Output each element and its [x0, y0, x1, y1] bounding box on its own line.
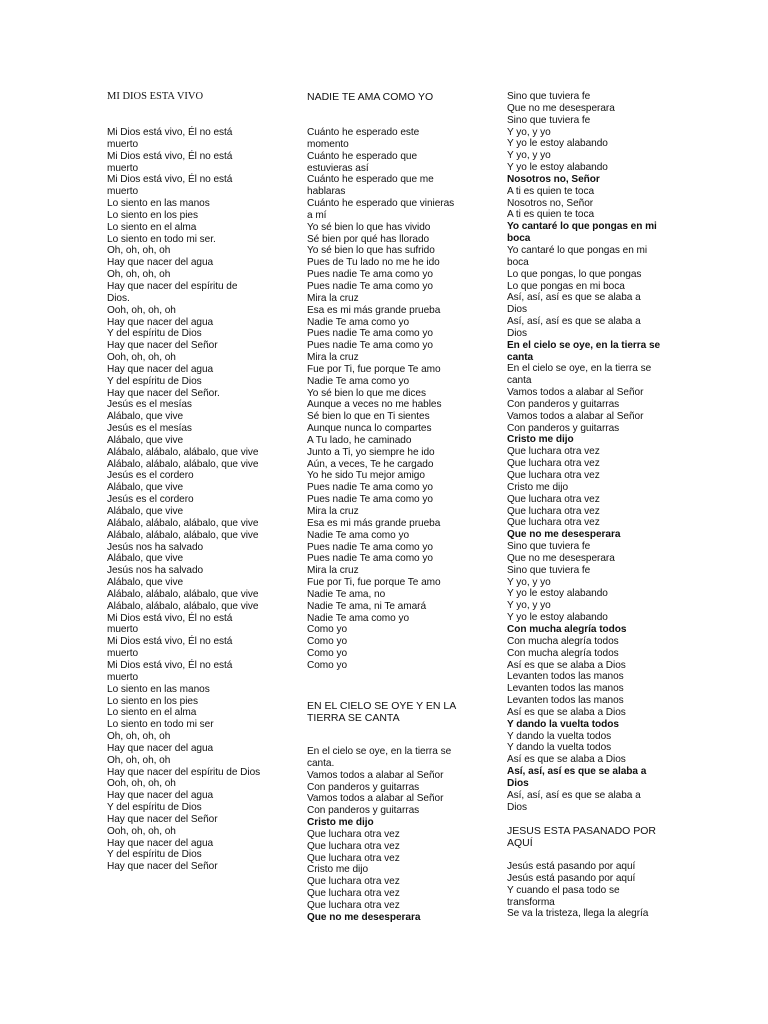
lyric-line: Jesús es el cordero	[107, 470, 194, 482]
lyric-line: Alábalo, alábalo, alábalo, que vive	[107, 446, 259, 458]
lyric-line: Mi Dios está vivo, Él no está	[107, 174, 233, 186]
lyric-line: Pues nadie Te ama como yo	[307, 269, 433, 281]
lyric-line: Y yo, y yo	[507, 600, 551, 612]
lyric-line: Cuánto he esperado este	[307, 127, 420, 138]
lyric-line: Y dando la vuelta todos	[507, 718, 619, 730]
lyric-line: Yo sé bien lo que has vivido	[307, 221, 431, 233]
lyric-line: Y del espíritu de Dios	[107, 328, 202, 340]
lyric-line: Que luchara otra vez	[507, 470, 600, 481]
lyric-line: Ooh, oh, oh, oh	[107, 304, 176, 316]
lyric-line: Cuánto he esperado que me	[307, 174, 434, 186]
lyric-line: Y dando la vuelta todos	[507, 730, 612, 742]
lyric-line: Cuánto he esperado que	[307, 150, 418, 162]
lyric-line: Nadie Te ama como yo	[307, 375, 410, 387]
lyric-line: Así, así, así es que se alaba a	[507, 292, 641, 304]
lyric-line: Dios	[507, 304, 527, 316]
lyric-line: A ti es quien te toca	[507, 185, 595, 197]
lyric-line: Así, así, así es que se alaba a	[507, 789, 641, 801]
lyric-line: canta.	[307, 757, 335, 769]
lyric-line: Como yo	[307, 659, 348, 671]
lyric-line: Jesús es el cordero	[107, 494, 194, 506]
lyric-line: Así, así, así es que se alaba a	[507, 766, 647, 778]
lyric-line: Alábalo, que vive	[107, 553, 184, 565]
lyric-line: Alábalo, alábalo, alábalo, que vive	[107, 517, 259, 529]
lyric-line: Pues nadie Te ama como yo	[307, 340, 433, 352]
lyric-line: Y yo, y yo	[507, 150, 551, 162]
song-title-jesus-esta-pasanado-line1: JESUS ESTA PASANADO POR	[507, 825, 656, 837]
lyric-line: Cuánto he esperado que vinieras	[307, 198, 455, 210]
lyric-line: Vamos todos a alabar al Señor	[507, 410, 644, 422]
lyrics-block	[107, 127, 307, 873]
lyric-line: Hay que nacer del espíritu de	[107, 280, 238, 292]
lyric-line: Y yo le estoy alabando	[507, 588, 608, 600]
lyric-line: Lo que pongas en mi boca	[507, 280, 625, 292]
lyric-line: muerto	[107, 624, 139, 636]
lyric-line: Cristo me dijo	[307, 817, 374, 829]
lyric-line: Pues nadie Te ama como yo	[307, 328, 433, 340]
lyric-line: Lo siento en las manos	[107, 683, 210, 695]
lyric-line: boca	[507, 233, 531, 245]
lyric-line: Con panderos y guitarras	[507, 422, 620, 434]
lyric-line: Que luchara otra vez	[507, 493, 600, 505]
lyric-line: Y del espíritu de Dios	[107, 375, 202, 387]
lyric-line: Lo siento en los pies	[107, 209, 198, 221]
lyric-line: Alábalo, que vive	[107, 506, 184, 517]
lyric-line: Y yo le estoy alabando	[507, 612, 608, 624]
lyric-line: Fue por Ti, fue porque Te amo	[307, 577, 441, 589]
lyric-line: Sino que tuviera fe	[507, 564, 591, 576]
lyric-line: Lo siento en los pies	[107, 695, 198, 707]
lyric-line: Pues nadie Te ama como yo	[307, 541, 433, 553]
lyric-line: Hay que nacer del agua	[107, 837, 214, 849]
lyric-line: Sino que tuviera fe	[507, 91, 591, 102]
lyric-line: Yo sé bien lo que has sufrido	[307, 245, 435, 257]
lyric-line: Cristo me dijo	[507, 481, 569, 493]
lyric-line: Que luchara otra vez	[507, 446, 600, 458]
lyric-line: Vamos todos a alabar al Señor	[507, 387, 644, 399]
lyric-line: Y yo le estoy alabando	[507, 162, 608, 174]
lyric-line: Mi Dios está vivo, Él no está	[107, 636, 233, 648]
lyric-line: Alábalo, alábalo, alábalo, que vive	[107, 600, 259, 612]
lyric-line: En el cielo se oye, en la tierra se	[507, 339, 661, 351]
song-title-en-el-cielo-line1: EN EL CIELO SE OYE Y EN LA	[307, 700, 457, 712]
lyric-line: Esa es mi más grande prueba	[307, 517, 441, 529]
lyric-line: Así es que se alaba a Dios	[507, 659, 626, 671]
lyric-line: canta	[507, 351, 534, 363]
lyric-line: estuvieras así	[307, 162, 369, 174]
lyric-line: Nosotros no, Señor	[507, 197, 594, 209]
lyric-line: Y cuando el pasa todo se	[507, 884, 620, 896]
lyric-line: Hay que nacer del espíritu de Dios	[107, 766, 261, 778]
lyric-line: Que luchara otra vez	[307, 828, 400, 840]
lyric-line: Hay que nacer del Señor	[107, 340, 218, 352]
lyric-line: Y yo le estoy alabando	[507, 138, 608, 150]
lyric-line: boca	[507, 256, 529, 268]
lyric-line: muerto	[107, 138, 139, 150]
lyric-line: Como yo	[307, 624, 348, 636]
lyric-line: Mira la cruz	[307, 506, 359, 517]
lyric-line: Lo siento en todo mi ser.	[107, 233, 216, 245]
lyric-line: Que luchara otra vez	[307, 876, 400, 888]
lyric-line: Que luchara otra vez	[507, 458, 600, 470]
lyric-line: Nosotros no, Señor	[507, 173, 600, 185]
lyric-line: Esa es mi más grande prueba	[307, 304, 441, 316]
lyric-line: Hay que nacer del agua	[107, 363, 214, 375]
lyric-line: Hay que nacer del Señor	[107, 813, 218, 825]
lyric-line: Lo siento en el alma	[107, 221, 197, 233]
lyric-line: Hay que nacer del Señor	[107, 861, 218, 873]
lyric-line: Y del espíritu de Dios	[107, 849, 202, 861]
lyric-line: muerto	[107, 162, 139, 174]
song-title-jesus-esta-pasanado-line2: AQUÍ	[507, 837, 533, 849]
lyric-line: Pues nadie Te ama como yo	[307, 482, 433, 494]
lyric-line: Sino que tuviera fe	[507, 114, 591, 126]
lyric-line: Así es que se alaba a Dios	[507, 754, 626, 766]
lyrics-block	[507, 861, 707, 920]
lyric-line: momento	[307, 138, 349, 150]
lyric-line: Mira la cruz	[307, 352, 359, 364]
lyric-line: Y yo, y yo	[507, 126, 551, 138]
lyric-line: Así, así, así es que se alaba a	[507, 316, 641, 328]
lyric-line: Nadie Te ama, ni Te amará	[307, 600, 427, 612]
lyric-line: Oh, oh, oh, oh	[107, 245, 171, 257]
lyric-line: Que no me desesperara	[507, 529, 621, 541]
lyric-line: Con panderos y guitarras	[307, 781, 420, 793]
lyric-line: Con panderos y guitarras	[307, 805, 420, 817]
lyric-line: Dios	[507, 777, 529, 789]
lyric-line: Aunque a veces no me hables	[307, 399, 442, 411]
lyric-line: canta	[507, 375, 532, 387]
lyric-line: Ooh, oh, oh, oh	[107, 778, 176, 790]
lyric-line: Mi Dios está vivo, Él no está	[107, 150, 233, 162]
lyric-line: Yo sé bien lo que me dices	[307, 387, 426, 399]
lyric-line: Nadie Te ama como yo	[307, 529, 410, 541]
lyric-line: Lo que pongas, lo que pongas	[507, 268, 642, 280]
lyric-line: Alábalo, que vive	[107, 434, 184, 446]
lyric-line: Alábalo, que vive	[107, 577, 184, 589]
lyric-line: Cristo me dijo	[307, 864, 369, 876]
lyric-line: Cristo me dijo	[507, 434, 574, 446]
lyric-line: Nadie Te ama como yo	[307, 612, 410, 624]
lyric-line: Así es que se alaba a Dios	[507, 706, 626, 718]
lyric-line: Pues de Tu lado no me he ido	[307, 257, 440, 269]
lyric-line: Se va la tristeza, llega la alegría	[507, 908, 649, 920]
lyric-line: Y del espíritu de Dios	[107, 802, 202, 814]
lyric-line: Oh, oh, oh, oh	[107, 269, 171, 281]
lyric-line: En el cielo se oye, en la tierra se	[507, 363, 652, 375]
lyric-line: Jesús está pasando por aquí	[507, 861, 636, 872]
lyric-line: Dios.	[107, 292, 130, 304]
lyric-line: A Tu lado, he caminado	[307, 434, 412, 446]
lyric-line: muerto	[107, 671, 139, 683]
lyric-line: Alábalo, alábalo, alábalo, que vive	[107, 458, 259, 470]
lyric-line: Jesús es el mesías	[107, 399, 192, 411]
song-title-en-el-cielo-line2: TIERRA SE CANTA	[307, 712, 400, 724]
lyric-line: Pues nadie Te ama como yo	[307, 280, 433, 292]
lyric-line: Vamos todos a alabar al Señor	[307, 769, 444, 781]
lyric-line: Yo he sido Tu mejor amigo	[307, 470, 425, 482]
lyric-line: Oh, oh, oh, oh	[107, 754, 171, 766]
lyric-line: Jesús está pasando por aquí	[507, 872, 636, 884]
lyric-line: Hay que nacer del agua	[107, 790, 214, 802]
lyric-line: Alábalo, alábalo, alábalo, que vive	[107, 529, 259, 541]
lyric-line: Que no me desesperara	[507, 102, 615, 114]
lyric-line: Alábalo, alábalo, alábalo, que vive	[107, 588, 259, 600]
lyric-line: Jesús nos ha salvado	[107, 541, 204, 553]
lyric-line: Dios	[507, 801, 527, 813]
lyric-line: Como yo	[307, 636, 348, 648]
lyric-line: muerto	[107, 648, 139, 660]
lyric-line: Junto a Ti, yo siempre he ido	[307, 446, 435, 458]
lyric-line: Yo cantaré lo que pongas en mi	[507, 221, 657, 233]
lyric-line: Ooh, oh, oh, oh	[107, 825, 176, 837]
lyric-line: Sino que tuviera fe	[507, 541, 591, 553]
lyric-line: Pues nadie Te ama como yo	[307, 553, 433, 565]
lyric-line: Nadie Te ama como yo	[307, 316, 410, 328]
song-title-mi-dios-esta-vivo: MI DIOS ESTA VIVO	[107, 91, 204, 102]
lyric-line: Aunque nunca lo compartes	[307, 423, 432, 435]
lyric-line: Lo siento en todo mi ser	[107, 719, 214, 731]
lyric-line: Lo siento en el alma	[107, 707, 197, 719]
lyric-line: Nadie Te ama, no	[307, 588, 386, 600]
lyric-line: Fue por Ti, fue porque Te amo	[307, 363, 441, 375]
lyric-line: Que luchara otra vez	[307, 840, 400, 852]
lyric-line: Levanten todos las manos	[507, 671, 624, 683]
lyric-line: Levanten todos las manos	[507, 695, 624, 707]
lyric-line: Levanten todos las manos	[507, 683, 624, 695]
lyric-line: Alábalo, que vive	[107, 411, 184, 423]
lyric-line: Jesús nos ha salvado	[107, 565, 204, 577]
lyric-line: Que no me desesperara	[507, 552, 615, 564]
song-title-nadie-te-ama-como-yo: NADIE TE AMA COMO YO	[307, 91, 434, 103]
lyric-line: Como yo	[307, 648, 348, 660]
lyric-line: Lo siento en las manos	[107, 198, 210, 210]
lyric-line: Sé bien por qué has llorado	[307, 233, 430, 245]
lyric-line: Mira la cruz	[307, 565, 359, 577]
lyric-line: Mira la cruz	[307, 292, 359, 304]
lyric-line: Sé bien lo que en Ti sientes	[307, 411, 430, 423]
lyric-line: En el cielo se oye, en la tierra se	[307, 746, 452, 757]
lyrics-block	[307, 127, 507, 672]
lyric-line: Dios	[507, 327, 527, 339]
lyric-line: Aún, a veces, Te he cargado	[307, 458, 434, 470]
lyric-line: Hay que nacer del Señor.	[107, 387, 220, 399]
lyric-line: Con panderos y guitarras	[507, 398, 620, 410]
lyric-line: Mi Dios está vivo, Él no está	[107, 659, 233, 671]
lyric-line: Y dando la vuelta todos	[507, 742, 612, 754]
lyric-line: Con mucha alegría todos	[507, 623, 627, 635]
lyric-line: Que luchara otra vez	[307, 888, 400, 900]
lyric-line: Hay que nacer del agua	[107, 316, 214, 328]
lyric-line: transforma	[507, 896, 555, 908]
lyric-line: a mí	[307, 209, 327, 221]
lyrics-block	[307, 746, 507, 924]
lyric-line: Que luchara otra vez	[507, 505, 600, 517]
lyric-line: Mi Dios está vivo, Él no está	[107, 612, 233, 624]
lyric-line: Ooh, oh, oh, oh	[107, 352, 176, 364]
lyrics-block	[507, 91, 707, 813]
lyric-line: Hay que nacer del agua	[107, 257, 214, 269]
lyric-line: Pues nadie Te ama como yo	[307, 494, 433, 506]
lyric-line: Con mucha alegría todos	[507, 635, 619, 647]
lyric-line: Mi Dios está vivo, Él no está	[107, 127, 233, 138]
lyric-line: Alábalo, que vive	[107, 482, 184, 494]
lyric-line: Que luchara otra vez	[307, 899, 400, 911]
lyric-line: A ti es quien te toca	[507, 209, 595, 221]
lyric-line: Que no me desesperara	[307, 911, 421, 923]
lyric-line: hablaras	[307, 186, 346, 198]
lyric-line: Que luchara otra vez	[307, 852, 400, 864]
lyric-line: Oh, oh, oh, oh	[107, 731, 171, 743]
lyric-line: muerto	[107, 186, 139, 198]
lyric-line: Vamos todos a alabar al Señor	[307, 793, 444, 805]
lyric-line: Y yo, y yo	[507, 576, 551, 588]
lyric-line: Jesús es el mesías	[107, 423, 192, 435]
lyric-line: Con mucha alegría todos	[507, 647, 619, 659]
lyric-line: Yo cantaré lo que pongas en mi	[507, 244, 648, 256]
lyric-line: Que luchara otra vez	[507, 517, 600, 529]
lyric-line: Hay que nacer del agua	[107, 742, 214, 754]
